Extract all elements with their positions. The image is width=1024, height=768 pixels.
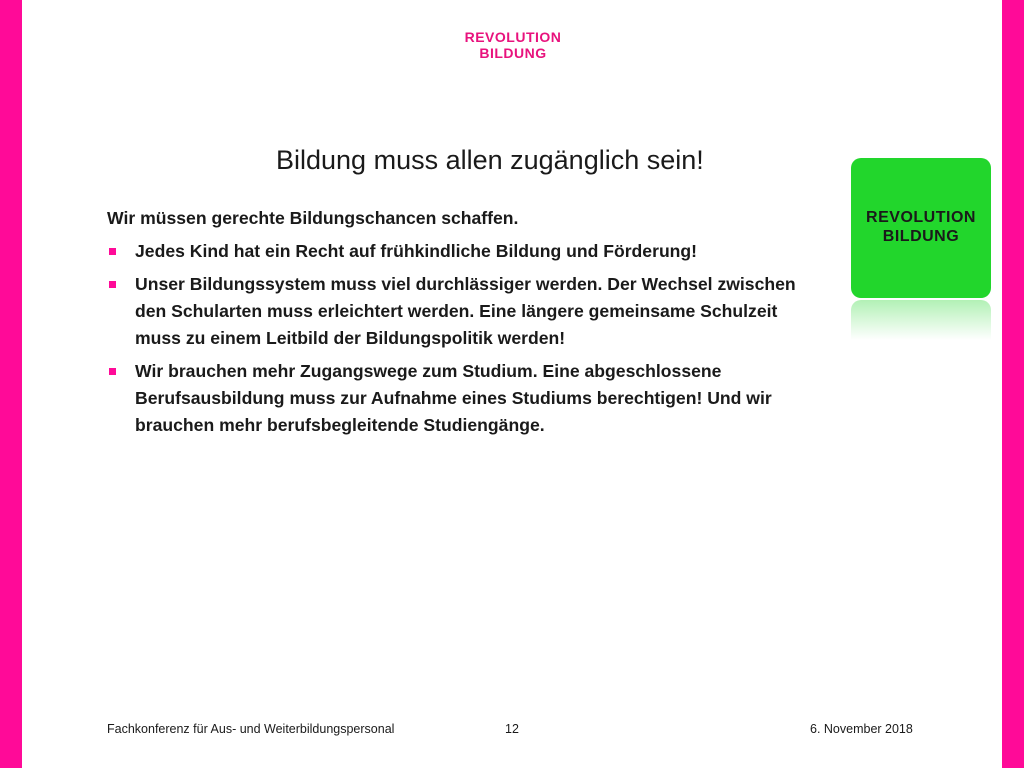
footer-event: Fachkonferenz für Aus- und Weiterbildungspersonal [107,722,395,736]
top-logo-line2: BILDUNG [479,45,547,61]
green-logo-line2: BILDUNG [882,228,960,245]
left-accent-bar [0,0,22,768]
list-item [107,271,827,352]
intro-text: Wir müssen gerechte Bildungschancen schaffen. [107,208,519,228]
logo-reflection [851,300,991,340]
top-logo-line1: REVOLUTION [464,29,562,45]
slide-title: Bildung muss allen zugänglich sein! [276,145,704,175]
footer-date: 6. November 2018 [810,722,913,736]
green-brand-logo-box [851,158,991,298]
square-bullet-icon [109,281,116,288]
green-logo-line1: REVOLUTION [866,209,976,226]
square-bullet-icon [109,248,116,255]
list-item [107,358,827,439]
right-accent-bar [1002,0,1024,768]
bullet-text: Unser Bildungssystem muss viel durchlässiger werden. Der Wechsel zwischen den Schularten muss erleichtert werden. Eine längere gemeinsame Schulzeit muss zu einem Leitbild der Bildungspolitik werden! [135,274,796,348]
top-brand-logo [461,29,565,61]
footer-page-number: 12 [505,722,519,736]
square-bullet-icon [109,368,116,375]
bullet-text: Jedes Kind hat ein Recht auf frühkindliche Bildung und Förderung! [135,241,698,261]
green-brand-logo [851,208,991,246]
slide-content [107,205,827,445]
list-item [107,238,827,265]
bullet-list [107,238,827,439]
bullet-text: Wir brauchen mehr Zugangswege zum Studium. Eine abgeschlossene Berufsausbildung muss zur Aufnahme eines Studiums berechtigen! Und wir brauchen mehr berufsbegleitende Studiengänge. [135,361,772,435]
